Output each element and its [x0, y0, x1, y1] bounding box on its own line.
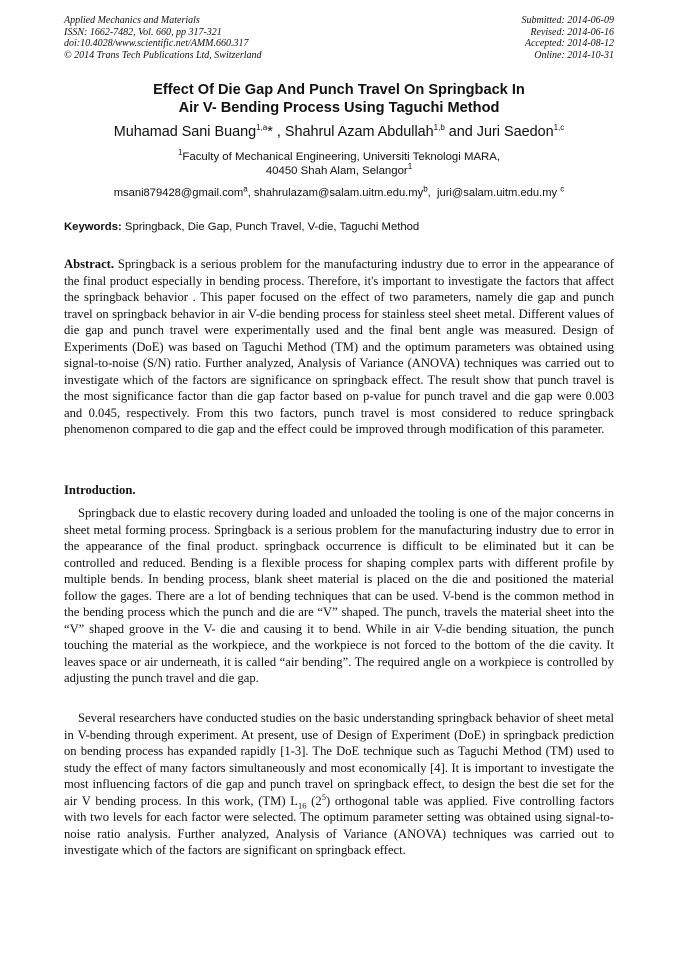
author-separator: ,: [272, 124, 285, 140]
abstract: [64, 256, 614, 438]
online-date: Online: 2014-10-31: [534, 49, 614, 61]
affiliation-mark: 1: [407, 162, 413, 172]
author-3-affil: 1,c: [553, 123, 565, 133]
author-2: Shahrul Azam Abdullah: [284, 124, 434, 140]
journal-copyright: © 2014 Trans Tech Publications Ltd, Switzerland: [64, 49, 262, 61]
author-3: Juri Saedon: [476, 124, 554, 140]
email-1-mark: a: [243, 184, 248, 194]
intro-p2-superscript: 5: [321, 791, 326, 802]
keywords-label: Keywords:: [64, 221, 122, 233]
email-2-mark: b: [423, 184, 428, 194]
affiliation: [60, 150, 618, 178]
abstract-label: Abstract.: [64, 257, 115, 271]
section-heading-introduction: Introduction.: [64, 483, 136, 497]
journal-issn: ISSN: 1662-7482, Vol. 660, pp 317-321: [64, 26, 222, 38]
author-1: Muhamad Sani Buang: [113, 124, 257, 140]
corresponding-mark: *: [267, 124, 273, 140]
submitted-date: Submitted: 2014-06-09: [521, 15, 614, 26]
affiliation-mark: 1: [177, 148, 183, 158]
title-line-2: Air V- Bending Process Using Taguchi Method: [178, 100, 500, 116]
email-3[interactable]: juri@salam.uitm.edu.my: [436, 187, 558, 199]
author-2-affil: 1,b: [433, 123, 445, 133]
accepted-date: Accepted: 2014-08-12: [524, 38, 614, 49]
author-separator: and: [444, 124, 477, 140]
journal-name: Applied Mechanics and Materials: [64, 15, 200, 26]
intro-p2-text-a: Several researchers have conducted studies on the basic understanding springback behavior of sheet metal in V-bending through experiment. At present, use of Design of Experiment (DoE) in springback prediction on bending process has expanded rapidly [1-3]. The DoE technique such as Taguchi Method (TM) used to study the effect of many factors simultaneously and most economically [4]. It is important to investigate the most influencing factors of die gap and punch travel on springback effect, to design the best die set for the air V bending process. In this work, (TM) L: [64, 711, 614, 808]
email-3-mark: c: [560, 184, 565, 194]
keywords-text: Springback, Die Gap, Punch Travel, V-die, Taguchi Method: [121, 221, 420, 233]
abstract-text: Springback is a serious problem for the manufacturing industry due to error in the appearance of the final product especially in bending process. Therefore, it's important to investigate the factors that affect the springback behavior . This paper focused on the effect of two parameters, namely die gap and punch travel on springback behavior in air V-die bending process for stainless steel sheet metal. Different values of die gap and punch travel were experimentally used and the final bent angle was measured. Design of Experiments (DoE) was based on Taguchi Method (TM) and the optimum parameters was obtained using signal-to-noise (S/N) ratio. Further analyzed, Analysis of Variance (ANOVA) techniques was carried out to investigate which of the factors are significance on springback effect. The result show that punch travel is the most significance factor than die gap factor based on p-value for punch travel and die gap were 0.003 and 0.045, respectively. From this two factors, punch travel is most considered to reduce springback phenomenon compared to die gap and the effect could be improved through modification of this parameter.: [64, 257, 614, 436]
submission-dates: [522, 15, 615, 61]
email-2[interactable]: shahrulazam@salam.uitm.edu.my: [253, 187, 424, 199]
author-list: [20, 123, 658, 141]
journal-doi: doi:10.4028/www.scientific.net/AMM.660.317: [64, 38, 249, 49]
revised-date: Revised: 2014-06-16: [530, 26, 614, 38]
paper-title: [40, 81, 638, 117]
intro-paragraph-1: Springback due to elastic recovery during loaded and unloaded the tooling is one of the major concerns in sheet metal forming process. Springback is a serious problem for the manufacturing industry due to error in the appearance of the final product. springback occurrence is difficult to be eliminated but it can be controlled and reduced. Bending is a flexible process for shaping complex parts with different profile by multiple bends. In bending process, blank sheet material is placed on the die and positioned the material follow the gages. There are a lot of bending techniques that can be used. V-bend is the common method in the bending process which the punch and die are “V” shaped. The punch, travels the material sheet into the “V” shaped groove in the V- die and causing it to bend. While in air V-die bending situation, the punch touching the material as the workpiece, and the workpiece is not forced to the bottom of the die cavity. It leaves space or air underneath, it is called “air bending”. The required angle on a workpiece is controlled by adjusting the punch travel and die gap.: [64, 506, 614, 685]
intro-paragraph-2: [64, 710, 614, 859]
author-emails: msani879428@gmail.com$^a$, $shahrulazam@salam.uitm.edu.my^b$, juri@salam.uitm.edu.my $^c$: [113, 184, 565, 199]
intro-p2-subscript: 16: [297, 800, 307, 811]
intro-p2-text-b: (2: [306, 793, 322, 808]
email-1[interactable]: msani879428@gmail.com: [113, 187, 244, 199]
affiliation-line-2: 40450 Shah Alam, Selangor: [265, 165, 408, 177]
affiliation-line-1: Faculty of Mechanical Engineering, Universiti Teknologi MARA,: [182, 151, 501, 163]
intro-p2-text-c: ) orthogonal table was applied. Five controlling factors with two levels for each factor were selected. The optimum parameter setting was obtained using signal-to-noise ratio analysis. Further analyzed, Analysis of Variance (ANOVA) techniques was carried out to investigate which of the factors are significant on springback effect.: [64, 793, 615, 857]
author-1-affil: 1,a: [256, 123, 268, 133]
title-line-1: Effect Of Die Gap And Punch Travel On Springback In: [153, 82, 525, 98]
keywords: [64, 220, 624, 234]
journal-info: [64, 15, 262, 61]
